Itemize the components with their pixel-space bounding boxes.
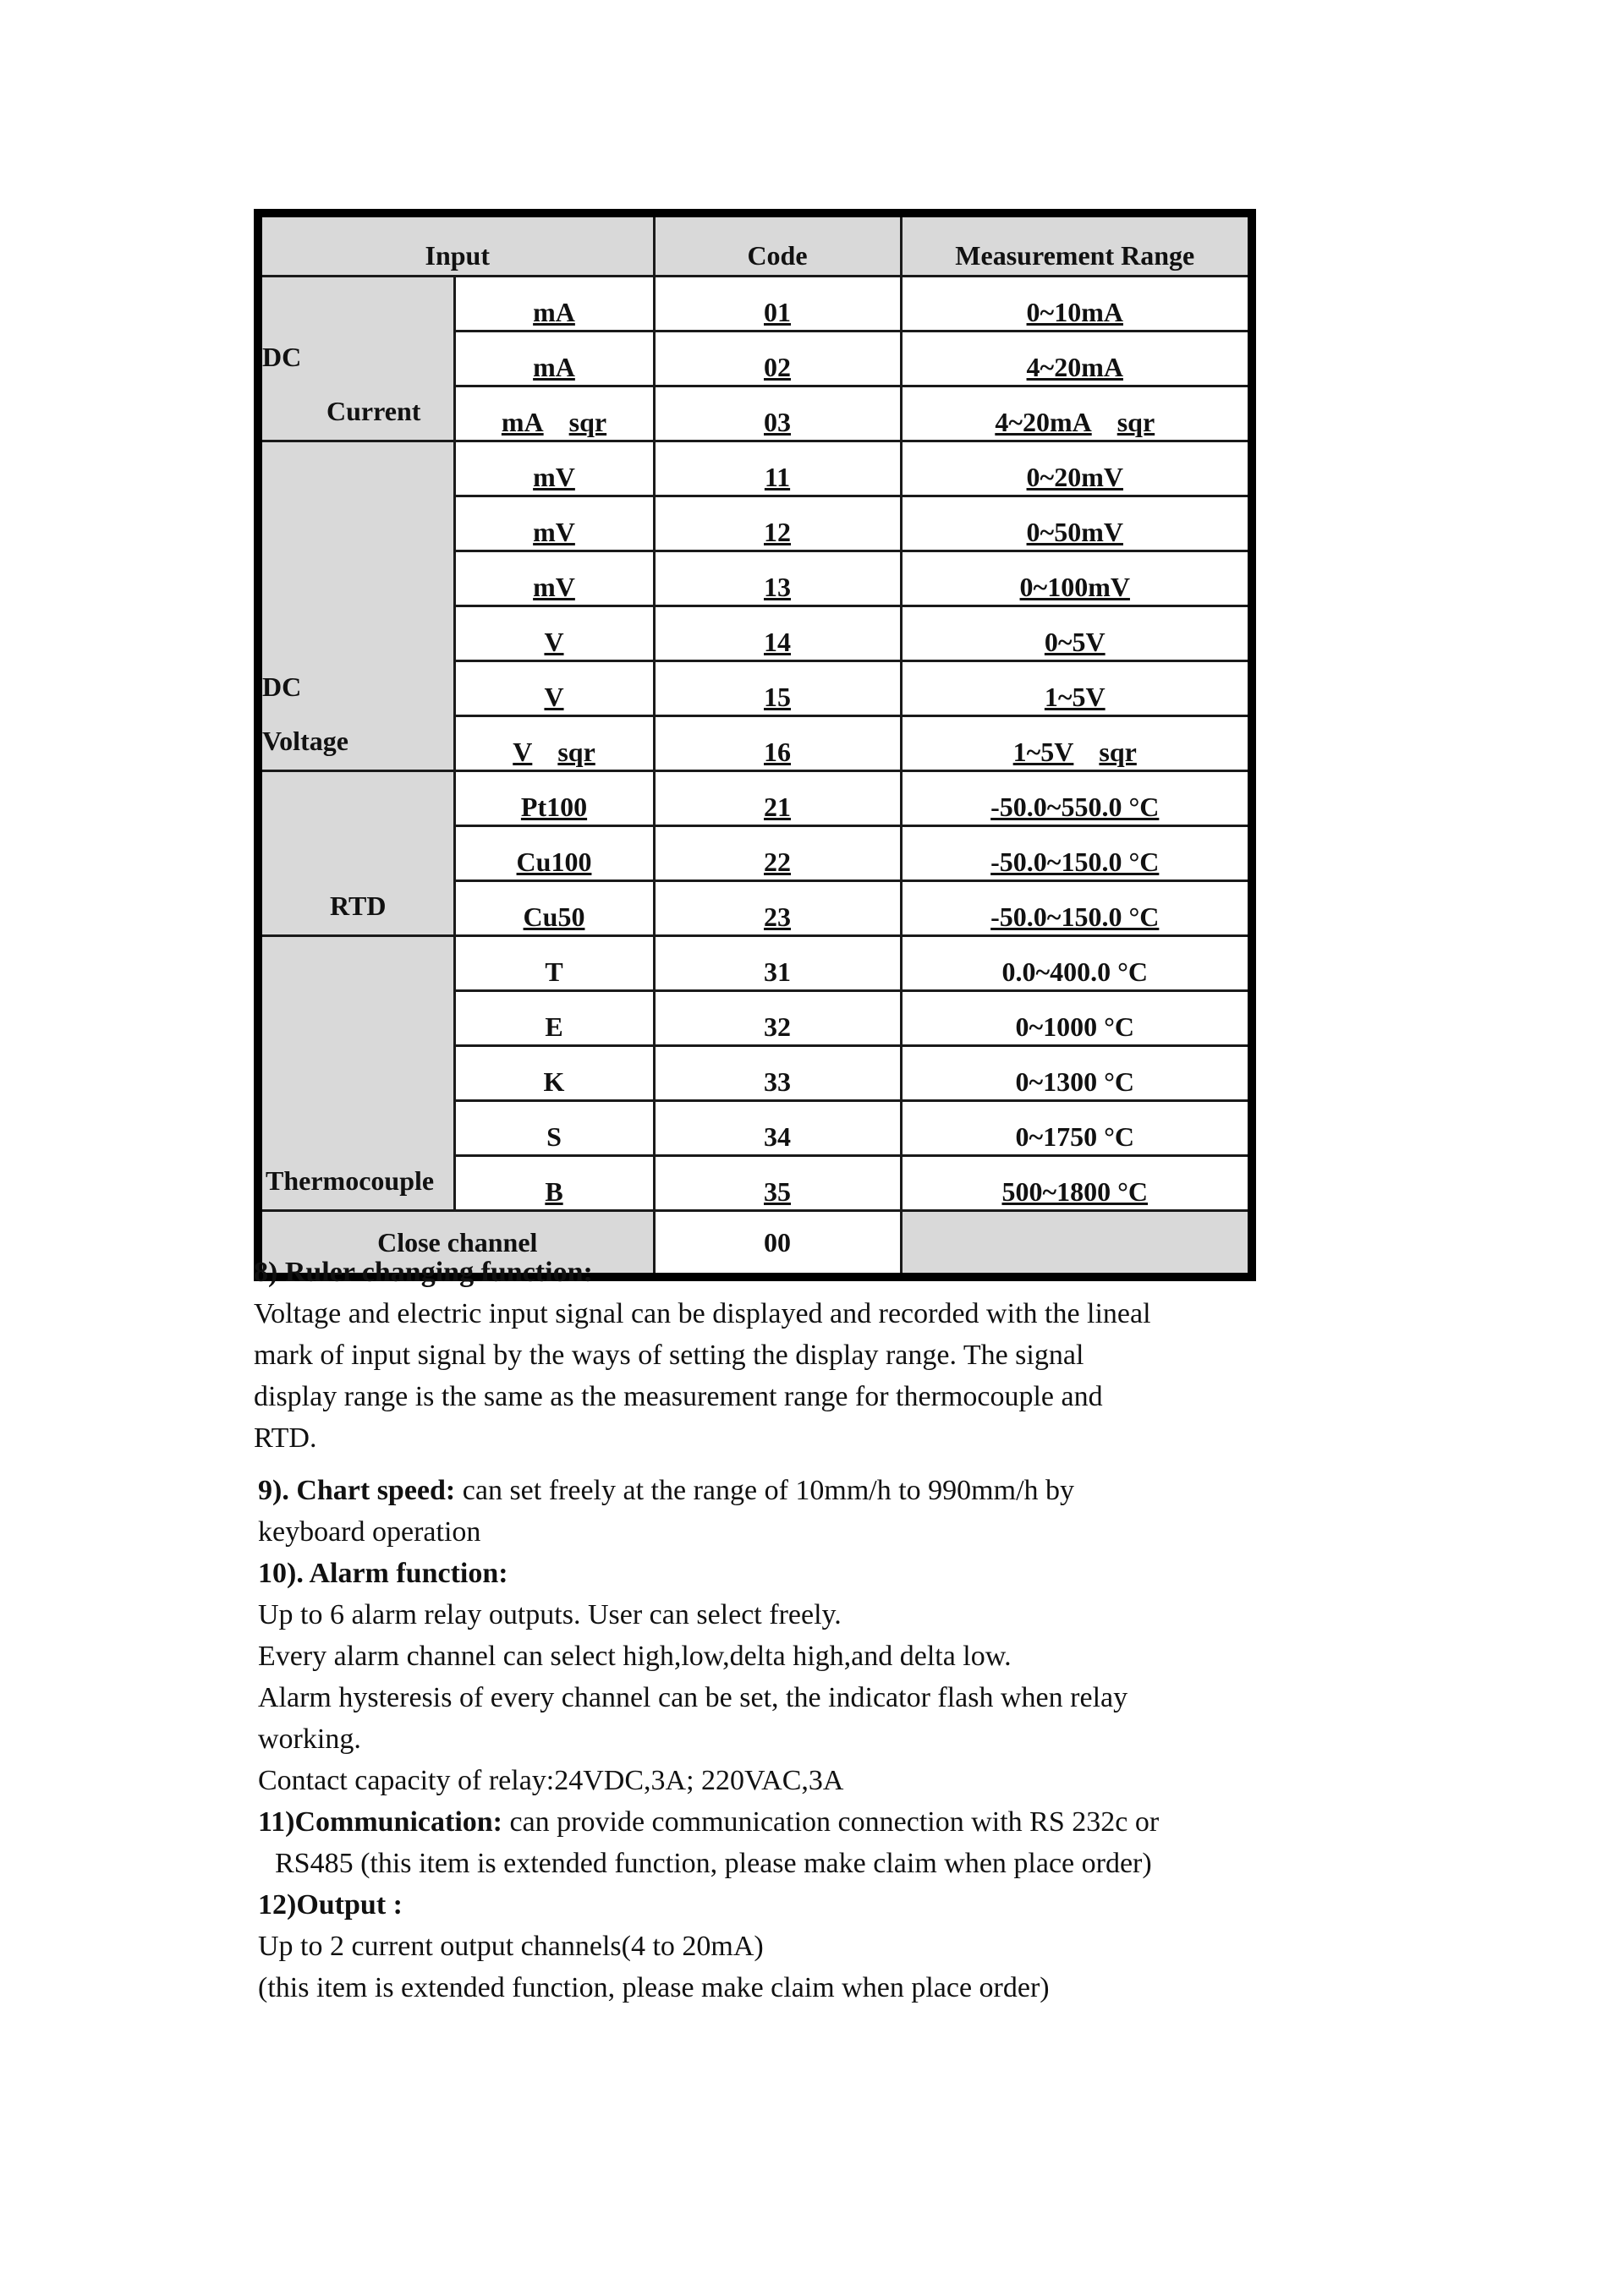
code-value: 11: [764, 462, 791, 492]
cell-code: [654, 386, 901, 441]
cell-measurement-range: [901, 496, 1252, 551]
range-value: 0~1300 °C: [1015, 1066, 1135, 1097]
section-10-line: Up to 6 alarm relay outputs. User can select freely.: [258, 1599, 842, 1630]
cell-code: [654, 826, 901, 881]
input-type-value: V: [513, 737, 533, 767]
cell-measurement-range: [901, 771, 1252, 826]
cell-measurement-range: [901, 716, 1252, 771]
section-12-title: 12)Output :: [258, 1889, 403, 1921]
input-type-suffix: sqr: [557, 737, 595, 767]
cell-code: [654, 771, 901, 826]
section-11-line: RS485 (this item is extended function, please make claim when place order): [275, 1848, 1152, 1879]
input-type-value: Cu100: [516, 847, 592, 877]
section-12-line: (this item is extended function, please make claim when place order): [258, 1972, 1050, 2003]
section-8: [254, 1252, 1252, 1459]
range-value: 0~20mV: [1026, 462, 1123, 492]
section-9: [258, 1470, 1256, 1553]
range-value: -50.0~150.0 °C: [990, 901, 1160, 932]
input-type-value: mV: [533, 517, 575, 547]
range-value: 0~1750 °C: [1015, 1121, 1135, 1152]
range-value: 0~5V: [1044, 627, 1106, 657]
cell-input-type: [454, 606, 654, 661]
code-value: 22: [764, 847, 791, 877]
range-value: 0~10mA: [1026, 297, 1123, 327]
group-dc-voltage-line-2: Voltage: [262, 726, 348, 756]
table-row: [258, 771, 1252, 826]
cell-code: [654, 936, 901, 991]
range-value: 0~1000 °C: [1015, 1011, 1135, 1042]
cell-code: [654, 1156, 901, 1211]
input-type-value: Cu50: [523, 901, 585, 932]
section-8-line: display range is the same as the measurement range for thermocouple and: [254, 1381, 1103, 1412]
group-thermocouple: Thermocouple: [258, 936, 454, 1211]
cell-input-type: [454, 826, 654, 881]
section-10-line: working.: [258, 1723, 361, 1755]
cell-input-type: [454, 771, 654, 826]
section-8-line: Voltage and electric input signal can be displayed and recorded with the lineal: [254, 1298, 1151, 1329]
input-type-value: mA: [501, 407, 544, 437]
cell-measurement-range: [901, 826, 1252, 881]
code-value: 14: [764, 627, 791, 657]
section-9-line: keyboard operation: [258, 1516, 481, 1548]
cell-measurement-range: [901, 606, 1252, 661]
input-type-value: T: [545, 956, 563, 987]
cell-input-type: [454, 1101, 654, 1156]
range-value: 1~5V: [1012, 737, 1074, 767]
code-value: 16: [764, 737, 791, 767]
range-value: 1~5V: [1044, 682, 1106, 712]
code-value: 15: [764, 682, 791, 712]
cell-code: [654, 661, 901, 716]
group-rtd: RTD: [258, 771, 454, 936]
range-value: 4~20mA: [995, 407, 1092, 437]
section-10: [258, 1553, 1256, 1801]
cell-measurement-range: [901, 936, 1252, 991]
range-value: 0~50mV: [1026, 517, 1123, 547]
range-value: 500~1800 °C: [1001, 1176, 1149, 1207]
cell-input-type: [454, 991, 654, 1046]
input-type-value: mV: [533, 572, 575, 602]
group-dc-voltage-line-1: DC: [262, 671, 302, 702]
cell-input-type: [454, 1156, 654, 1211]
cell-measurement-range: [901, 661, 1252, 716]
code-value: 35: [764, 1176, 791, 1207]
input-type-value: S: [546, 1121, 562, 1152]
cell-input-type: [454, 441, 654, 496]
input-type-suffix: sqr: [568, 407, 607, 437]
cell-code: [654, 277, 901, 332]
cell-code: [654, 1101, 901, 1156]
code-value: 12: [764, 517, 791, 547]
cell-measurement-range: [901, 1101, 1252, 1156]
table-row: [258, 936, 1252, 991]
cell-code: [654, 1046, 901, 1101]
code-value: 02: [764, 352, 791, 382]
input-type-value: mV: [533, 462, 575, 492]
range-value: -50.0~150.0 °C: [990, 847, 1160, 877]
group-dc-current: [258, 277, 454, 441]
cell-input-type: [454, 661, 654, 716]
input-type-value: K: [543, 1066, 565, 1097]
code-value: 01: [764, 297, 791, 327]
cell-measurement-range: [901, 551, 1252, 606]
cell-input-type: [454, 881, 654, 936]
cell-code: [654, 551, 901, 606]
section-12-line: Up to 2 current output channels(4 to 20mA): [258, 1931, 764, 1962]
cell-input-type: [454, 386, 654, 441]
code-value: 21: [764, 792, 791, 822]
range-value: 4~20mA: [1026, 352, 1123, 382]
cell-measurement-range: [901, 991, 1252, 1046]
group-dc-voltage: [258, 441, 454, 771]
cell-input-type: [454, 277, 654, 332]
section-10-line: Alarm hysteresis of every channel can be set, the indicator flash when relay: [258, 1682, 1128, 1713]
table-row: [258, 277, 1252, 332]
input-type-value: mA: [533, 297, 575, 327]
cell-input-type: [454, 551, 654, 606]
section-10-line: Contact capacity of relay:24VDC,3A; 220VAC,3A: [258, 1765, 844, 1796]
cell-input-type: [454, 716, 654, 771]
section-11-title: 11)Communication:: [258, 1806, 502, 1838]
code-value: 13: [764, 572, 791, 602]
cell-measurement-range: [901, 1156, 1252, 1211]
cell-code: [654, 606, 901, 661]
cell-code: [654, 716, 901, 771]
range-value: -50.0~550.0 °C: [990, 792, 1160, 822]
input-type-value: mA: [533, 352, 575, 382]
header-input: Input: [258, 213, 654, 277]
section-12: [258, 1884, 1256, 2008]
input-type-value: V: [544, 682, 564, 712]
section-9-text: can set freely at the range of 10mm/h to 990mm/h by: [455, 1475, 1075, 1506]
input-spec-table: [254, 209, 1256, 1281]
cell-measurement-range: [901, 881, 1252, 936]
code-value: 34: [764, 1121, 791, 1152]
section-11: [258, 1801, 1256, 1884]
cell-measurement-range: [901, 1046, 1252, 1101]
cell-code: [654, 496, 901, 551]
range-value: 0~100mV: [1019, 572, 1130, 602]
section-9-title: 9). Chart speed:: [258, 1475, 456, 1506]
close-channel-label: Close channel: [258, 1211, 654, 1278]
code-value: 33: [764, 1066, 791, 1097]
section-8-line: RTD.: [254, 1422, 317, 1454]
code-value: 31: [764, 956, 791, 987]
input-type-value: B: [545, 1176, 563, 1207]
group-dc-current-line-1: DC: [262, 342, 302, 372]
cell-measurement-range: [901, 277, 1252, 332]
code-value: 03: [764, 407, 791, 437]
cell-input-type: [454, 1046, 654, 1101]
input-type-value: V: [544, 627, 564, 657]
cell-input-type: [454, 332, 654, 386]
range-value: 0.0~400.0 °C: [1001, 956, 1149, 987]
input-spec-table-body: [258, 213, 1252, 1277]
section-10-line: Every alarm channel can select high,low,delta high,and delta low.: [258, 1641, 1012, 1672]
cell-input-type: [454, 936, 654, 991]
header-measurement-range: Measurement Range: [901, 213, 1252, 277]
table-header-row: [258, 213, 1252, 277]
cell-measurement-range: [901, 332, 1252, 386]
code-value: 23: [764, 901, 791, 932]
cell-measurement-range: [901, 386, 1252, 441]
input-type-value: Pt100: [520, 792, 588, 822]
table-row: [258, 441, 1252, 496]
cell-code: [654, 441, 901, 496]
cell-code: [654, 991, 901, 1046]
code-value: 32: [764, 1011, 791, 1042]
cell-input-type: [454, 496, 654, 551]
section-8-line: mark of input signal by the ways of setting the display range. The signal: [254, 1340, 1084, 1371]
header-code: Code: [654, 213, 901, 277]
cell-code: [654, 332, 901, 386]
cell-measurement-range: [901, 441, 1252, 496]
close-channel-code: 00: [654, 1211, 901, 1278]
range-suffix: sqr: [1099, 737, 1137, 767]
group-dc-current-line-2: Current: [326, 396, 421, 426]
section-10-title: 10). Alarm function:: [258, 1558, 508, 1589]
range-suffix: sqr: [1116, 407, 1155, 437]
cell-code: [654, 881, 901, 936]
section-8-title: 8) Ruler changing function:: [254, 1257, 593, 1288]
input-type-value: E: [545, 1011, 563, 1042]
section-11-text: can provide communication connection with RS 232c or: [502, 1806, 1160, 1838]
